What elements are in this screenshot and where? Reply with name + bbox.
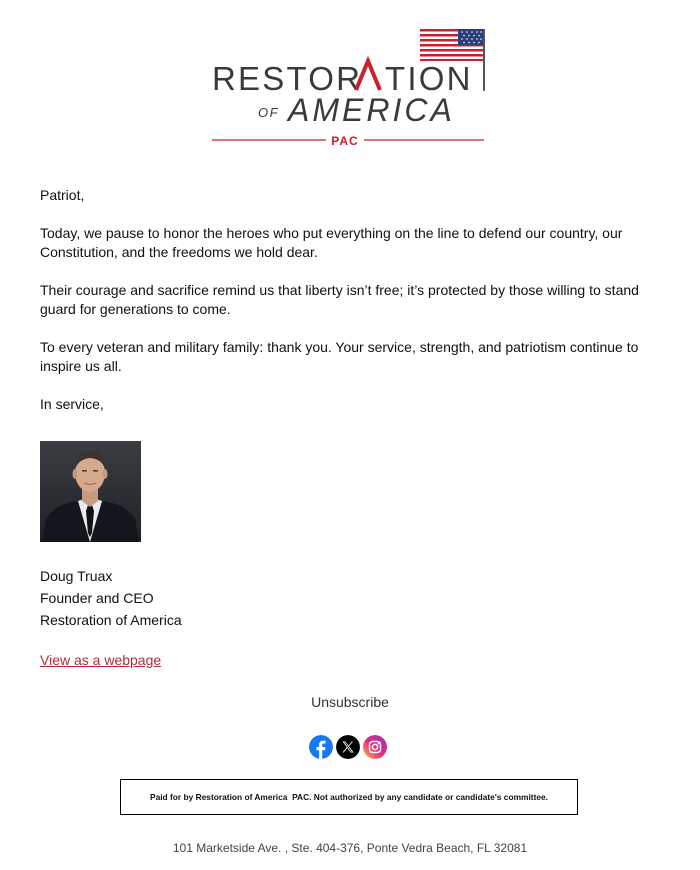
unsubscribe-link[interactable]: Unsubscribe xyxy=(311,694,389,710)
letter-paragraph-1: Today, we pause to honor the heroes who put everything on the line to defend our country, our Constitution, and the freedoms we hold dear. xyxy=(40,225,623,260)
logo-of: OF xyxy=(258,105,280,120)
disclaimer-text: Paid for by Restoration of America PAC. Not authorized by any candidate or candidate's committee. xyxy=(149,792,549,802)
signature-block xyxy=(40,565,182,631)
headshot-photo xyxy=(40,441,141,542)
logo-america: AMERICA xyxy=(288,92,455,128)
logo-pac-label: PAC xyxy=(331,134,359,148)
salutation: Patriot, xyxy=(40,187,85,203)
closing: In service, xyxy=(40,396,104,412)
mailing-address: 101 Marketside Ave. , Ste. 404-376, Ponte Vedra Beach, FL 32081 xyxy=(172,841,528,855)
signer-org: Restoration of America xyxy=(40,612,182,628)
logo-wordmark xyxy=(212,60,473,128)
instagram-icon[interactable] xyxy=(363,735,387,759)
letter-paragraph-3: To every veteran and military family: thank you. Your service, strength, and patriotism continue to inspire us all. xyxy=(40,339,639,374)
signer-title: Founder and CEO xyxy=(40,590,154,606)
paid-for-disclaimer xyxy=(120,779,578,815)
view-as-webpage-link[interactable]: View as a webpage xyxy=(40,652,162,668)
social-links xyxy=(309,735,387,760)
letter-body xyxy=(40,186,660,433)
signer-name: Doug Truax xyxy=(40,568,113,584)
logo-line1-start: RESTOR xyxy=(212,60,363,97)
logo-line1-end: TION xyxy=(385,60,473,97)
restoration-of-america-pac-logo xyxy=(208,26,493,150)
unsubscribe-row xyxy=(0,693,700,711)
logo-graphic xyxy=(208,26,493,150)
x-icon[interactable] xyxy=(336,735,360,759)
letter-paragraph-2: Their courage and sacrifice remind us that liberty isn’t free; it’s protected by those willing to stand guard for generations to come. xyxy=(40,282,639,317)
facebook-icon[interactable] xyxy=(309,735,333,759)
logo-pac xyxy=(212,134,484,148)
person-portrait-icon xyxy=(40,441,141,542)
